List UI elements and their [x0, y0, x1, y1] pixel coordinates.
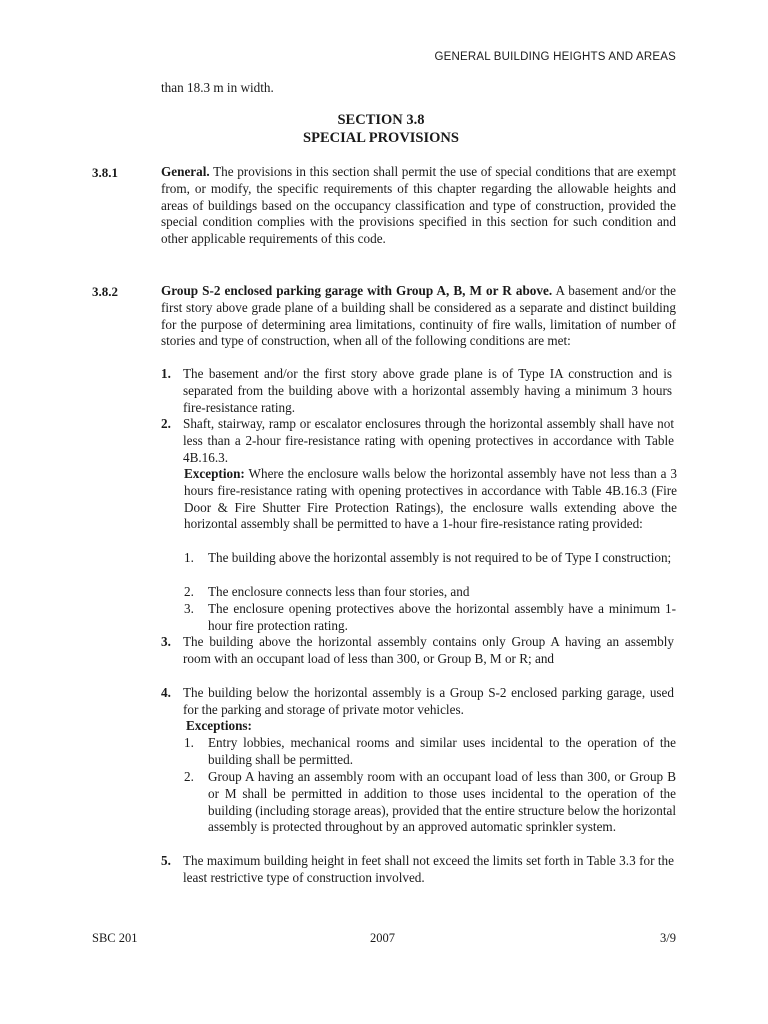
section-title: SPECIAL PROVISIONS — [303, 130, 459, 146]
clause-number-3-8-1: 3.8.1 — [92, 165, 118, 180]
sub-item-number: 2. — [184, 769, 194, 784]
sub-item-number: 1. — [184, 550, 194, 565]
exception-block — [184, 466, 677, 533]
section-number: SECTION 3.8 — [337, 112, 425, 128]
sub-item-text: The building above the horizontal assembly is not required to be of Type I construction; — [208, 550, 672, 565]
clause-number-3-8-2: 3.8.2 — [92, 284, 118, 299]
list-item-text: The building above the horizontal assembly contains only Group A having an assembly room with an occupant load of less than 300, or Group B, M or R; and — [183, 634, 674, 666]
list-item-number: 2. — [161, 416, 171, 431]
page-number: 3/9 — [660, 931, 676, 945]
clause-body: The provisions in this section shall permit the use of special conditions that are exempt from, or modify, the specific requirements of this chapter regarding the allowable heights and areas of buildings based on the occupancy classification and type of construction, provided the special condition complies with the provisions specified in this section for such condition and other applicable requirements of this code. — [161, 164, 676, 247]
list-item-text: The basement and/or the first story above grade plane is of Type IA construction and is separated from the building above with a horizontal assembly having a minimum 3 hours fire-resistance rating. — [183, 366, 672, 415]
exception-text: Where the enclosure walls below the horizontal assembly have not less than a 3 hours fire-resistance rating with opening protectives in accordance with Table 4B.16.3 (Fire Door & Fire Shutter Fire Protection Ratings), the enclosure walls extending above the horizontal assembly shall be permitted to have a 1-hour fire-resistance rating provided: — [184, 466, 677, 532]
sub-item-text: The enclosure connects less than four stories, and — [208, 584, 470, 599]
continuation-text: than 18.3 m in width. — [161, 80, 274, 95]
list-item-number: 3. — [161, 634, 171, 649]
sub-item-number: 1. — [184, 735, 194, 750]
clause-body: A basement and/or the first story above grade plane of a building shall be considered as a separate and distinct building for the purpose of determining area limitations, continuity of fire walls, limitation of number of stories and type of construction, when all of the following conditions are met: — [161, 283, 676, 349]
list-item-text: The maximum building height in feet shall not exceed the limits set forth in Table 3.3 for the least restrictive type of construction involved. — [183, 853, 674, 885]
clause-heading: General. — [161, 164, 210, 179]
sub-item-number: 2. — [184, 584, 194, 599]
sub-item-number: 3. — [184, 601, 194, 616]
clause-3-8-1 — [161, 164, 676, 248]
exception-label: Exception: — [184, 466, 245, 481]
sub-item-text: The enclosure opening protectives above the horizontal assembly have a minimum 1-hour fire protection rating. — [208, 601, 676, 633]
footer-code: SBC 201 — [92, 931, 138, 945]
clause-3-8-2 — [161, 283, 676, 350]
list-item-text: Shaft, stairway, ramp or escalator enclosures through the horizontal assembly shall have not less than a 2-hour fire-resistance rating with opening protectives in accordance with Table 4B.16.3. — [183, 416, 674, 465]
list-item-number: 5. — [161, 853, 171, 868]
list-item-number: 4. — [161, 685, 171, 700]
list-item-number: 1. — [161, 366, 171, 381]
sub-item-text: Group A having an assembly room with an occupant load of less than 300, or Group B or M shall be permitted in addition to those uses incidental to the operation of the building (including storage areas), provided that the entire structure below the horizontal assembly is protected throughout by an approved automatic sprinkler system. — [208, 769, 677, 835]
footer-year: 2007 — [370, 931, 395, 945]
sub-item-text: Entry lobbies, mechanical rooms and similar uses incidental to the operation of the building shall be permitted. — [208, 735, 676, 767]
exceptions-label: Exceptions: — [186, 718, 252, 733]
running-header: GENERAL BUILDING HEIGHTS AND AREAS — [434, 51, 676, 63]
list-item-text: The building below the horizontal assembly is a Group S-2 enclosed parking garage, used for the parking and storage of private motor vehicles. — [183, 685, 674, 717]
clause-heading: Group S-2 enclosed parking garage with Group A, B, M or R above. — [161, 283, 553, 298]
